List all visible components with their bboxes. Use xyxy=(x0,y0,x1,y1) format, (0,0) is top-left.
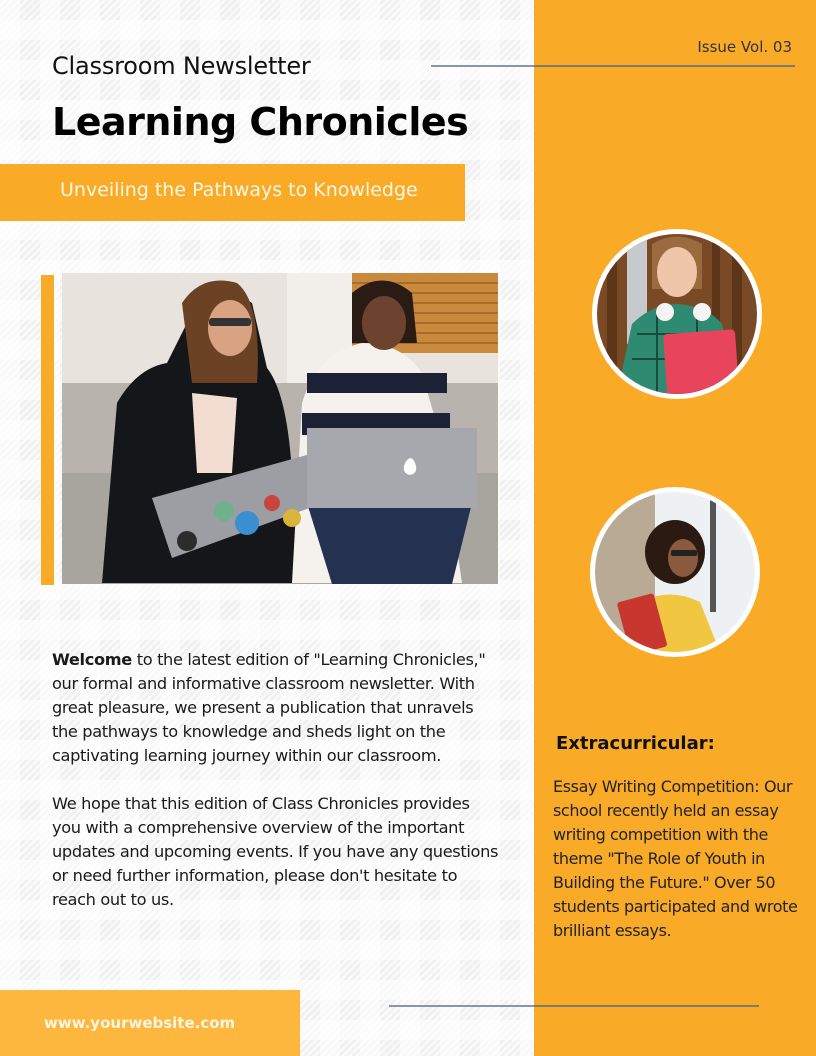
intro-text xyxy=(52,648,502,936)
student-photo-1-illustration xyxy=(597,234,757,394)
student-photo-2-frame xyxy=(590,487,760,657)
student-photo-2-illustration xyxy=(595,492,755,652)
hero-photo xyxy=(62,273,498,584)
intro-paragraph-1-text: to the latest edition of "Learning Chronicles," our formal and informative classroom newsletter. With great pleasure, we present a publication that unravels the pathways to knowledge and sheds light on the captivating learning journey within our classroom. xyxy=(52,650,486,765)
top-divider-line-left xyxy=(431,65,534,67)
extracurricular-text: Essay Writing Competition: Our school recently held an essay writing competition with the theme "The Role of Youth in Building the Future." Over 50 students participated and wrote brilliant essays. xyxy=(553,777,798,940)
student-photo-2 xyxy=(595,492,755,652)
student-photo-1-frame xyxy=(592,229,762,399)
bottom-divider-line-right xyxy=(534,1005,759,1007)
tagline-text: Unveiling the Pathways to Knowledge xyxy=(60,179,418,201)
hero-photo-illustration xyxy=(62,273,498,584)
newsletter-title: Learning Chronicles xyxy=(52,100,469,144)
photo-accent-bar xyxy=(41,275,54,585)
intro-lead-word: Welcome xyxy=(52,650,132,669)
student-photo-1 xyxy=(597,234,757,394)
website-link[interactable]: www.yourwebsite.com xyxy=(44,1014,236,1032)
intro-paragraph-1 xyxy=(52,648,502,768)
intro-paragraph-2: We hope that this edition of Class Chronicles provides you with a comprehensive overview of the important updates and upcoming events. If you have any questions or need further information, please don't hesitate to reach out to us. xyxy=(52,794,499,909)
extracurricular-heading: Extracurricular: xyxy=(556,733,715,754)
newsletter-kicker: Classroom Newsletter xyxy=(52,52,311,80)
issue-label: Issue Vol. 03 xyxy=(697,38,792,56)
